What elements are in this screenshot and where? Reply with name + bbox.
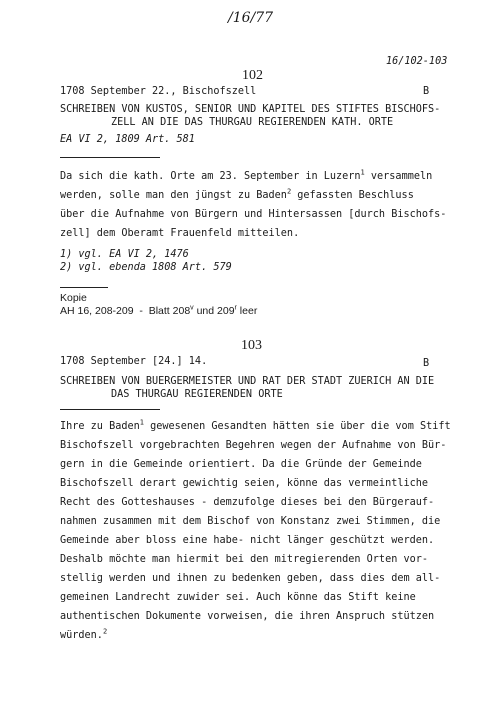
doc102-body-line: werden, solle man den jüngst zu Baden$^2$ gefassten Beschluss	[60, 187, 414, 201]
doc102-grade: B	[423, 86, 430, 97]
handwritten-page-number: /16/77	[228, 10, 274, 26]
footnote-marker: 1	[360, 168, 365, 177]
section-divider	[60, 409, 160, 410]
archive-reference: 16/102-103	[386, 56, 448, 67]
doc102-footnote-2: 2) vgl. ebenda 1808 Art. 579	[60, 262, 232, 273]
doc103-date-place: 1708 September [24.] 14.	[60, 356, 208, 367]
doc103-body-line: gern in die Gemeinde orientiert. Da die Gründe der Gemeinde	[60, 459, 422, 470]
doc102-footnote-1: 1) vgl. EA VI 2, 1476	[60, 249, 189, 260]
doc103-body-line: nahmen zusammen mit dem Bischof von Konstanz zwei Stimmen, die	[60, 516, 441, 527]
doc103-title-line1: SCHREIBEN VON BUERGERMEISTER UND RAT DER STADT ZUERICH AN DIE	[60, 376, 435, 387]
doc103-body-line: authentischen Dokumente vorweisen, die ihren Anspruch stützen	[60, 611, 435, 622]
doc103-body-line: gemeinen Landrecht zuwider sei. Auch könne das Stift keine	[60, 592, 416, 603]
document-number-103: 103	[241, 338, 262, 353]
doc102-source-ref: EA VI 2, 1809 Art. 581	[60, 134, 195, 145]
doc103-body-line: Bischofszell vorgebrachten Begehren wegen der Aufnahme von Bür-	[60, 440, 447, 451]
doc103-body-line: Bischofszell derart gewichtig seien, könne das vermeintliche	[60, 478, 429, 489]
doc103-body-line: stellig werden und ihnen zu bedenken geben, dass dies dem all-	[60, 573, 441, 584]
doc102-body-line: über die Aufnahme von Bürgern und Hintersassen [durch Bischofs-	[60, 209, 447, 220]
doc102-body-line: zell] dem Oberamt Frauenfeld mitteilen.	[60, 228, 300, 239]
doc103-grade: B	[423, 358, 430, 369]
doc102-title-line2: ZELL AN DIE DAS THURGAU REGIERENDEN KATH. ORTE	[111, 117, 394, 128]
doc103-body-line: Recht des Gotteshauses - demzufolge dieses bei den Bürgerauf-	[60, 497, 435, 508]
footnote-marker: 2	[286, 187, 292, 196]
footnote-marker: 2	[102, 627, 108, 636]
doc103-body-line: Deshalb möchte man hiermit bei den mitregierenden Orten vor-	[60, 554, 429, 565]
section-divider	[60, 287, 108, 288]
copy-reference: AH 16, 208-209 - Blatt 208$^v$ und 209$^r$ leer	[60, 304, 258, 317]
footnote-marker: 1	[139, 418, 144, 427]
doc103-body-line: Gemeinde aber bloss eine habe- nicht länger geschützt werden.	[60, 535, 435, 546]
doc103-body-line: Ihre zu Baden$^1$ gewesenen Gesandten hätten sie über die vom Stift	[60, 418, 451, 432]
doc103-body-line: würden.$^2$	[60, 627, 108, 641]
copy-label: Kopie	[60, 292, 87, 304]
doc102-date-place: 1708 September 22., Bischofszell	[60, 86, 257, 97]
doc102-title-line1: SCHREIBEN VON KUSTOS, SENIOR UND KAPITEL DES STIFTES BISCHOFS-	[60, 104, 441, 115]
section-divider	[60, 157, 160, 158]
doc102-body-line: Da sich die kath. Orte am 23. September in Luzern$^1$ versammeln	[60, 168, 433, 182]
document-number-102: 102	[242, 68, 263, 83]
doc103-title-line2: DAS THURGAU REGIERENDEN ORTE	[111, 389, 283, 400]
